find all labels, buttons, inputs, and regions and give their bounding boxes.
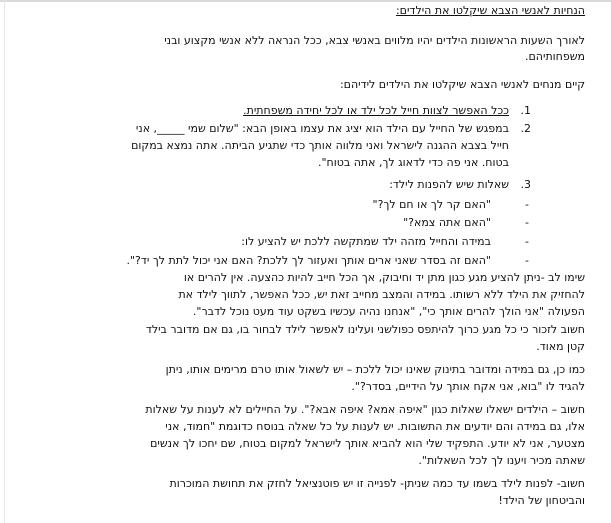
body-line-8: חשוב – הילדים ישאלו שאלות כגון "איפה אמא? איפה אבא?". על החיילים לא לענות על שאלות [145,403,585,416]
subheading: קיים מנחים לאנשי הצבא שיקלטו את הילדים לידיהם: [339,78,585,91]
item-number-2: 2. [520,122,531,135]
body-line-5: קטן מאוד. [536,340,585,353]
item-1-line-1 [36,104,509,118]
question-4: "האם זה בסדר שאני ארים אותך ואעזור לך ללכת? האם אני יכול לתת לך יד?". [126,254,491,267]
bullet-dash: - [525,254,529,267]
item-number-3: 3. [520,178,531,191]
body-line-2: להחזיק את הילד ללא רשותו. במידה והמצב מחייב זאת יש, ככל האפשר, לתווך לילד את [178,288,585,301]
question-3: במידה והחייל מזהה ילד שמתקשה ללכת יש להציע לו: [241,235,491,248]
body-line-4: חשוב לזכור כי כל מגע כרוך להיתפס כפולשני ועלינו לאפשר לילד לבחור בו, גם אם מדובר בילד [145,323,585,336]
body-line-9: אלו, גם במידה והם יודעים את התשובות. יש לענות על כל שאלה בנוסח כדוגמת "חמוד, אני [165,420,585,433]
body-line-6: כמו כן, גם במידה ומדובר בתינוק שאינו יכול ללכת – יש לשאול אותו טרם מרימים אותו, ניתן [165,363,585,376]
body-line-10: מצטער, אני לא יודע. התפקיד שלי הוא להביא אותך לישראל למקום בטוח, שם יחכו לך אנשים [150,437,585,450]
bullet-dash: - [525,216,529,229]
bullet-dash: - [525,198,529,211]
bullet-dash: - [525,235,529,248]
body-line-13: והביטחון של הילד! [498,494,585,507]
body-line-7: להגיד לו "בוא, אני אקח אותך על הידיים, בסדר?". [351,380,585,393]
item-2-line-3: בטוח. אני פה כדי לדאוג לך, אתה בטוח". [317,156,509,169]
question-2: "האם אתה צמא?" [403,216,491,229]
item-1-text: ככל האפשר לצוות חייל לכל ילד או לכל יחידה משפחתית. [243,104,509,117]
intro-line-2: משפחותיהם. [525,50,585,63]
item-number-1: 1. [520,104,531,117]
body-line-12: חשוב- לפנות לילד בשמו עד כמה שניתן- לפנייה זו יש פוטנציאל לחזק את תחושת המוכרות [169,477,585,490]
item-3-line-1: שאלות שיש להפנות לילד: [389,178,509,191]
body-line-11: שאתה מכיר ויענו לך לכל השאלות". [418,454,585,467]
document-title: הנחיות לאנשי הצבא שיקלטו את הילדים: [395,4,585,17]
question-1: "האם קר לך או חם לך?" [372,198,491,211]
item-2-line-1: במפגש של החייל עם הילד הוא יציג את עצמו באופן הבא: "שלום שמי _____, אני [135,122,509,135]
page-top-border [0,0,611,2]
item-2-line-2: חייל בצבא ההגנה לישראל ואני מלווה אותך כדי שתגיע הביתה. אתה נמצא במקום [131,139,509,152]
body-line-1: שימו לב -ניתן להציע מגע כגון מתן יד וחיבוק, אך הכל חייב להיות כהצעה. אין להרים או [183,271,585,284]
intro-line-1: לאורך השעות הראשונות הילדים יהיו מלווים באנשי צבא, ככל הנראה ללא אנשי מקצוע ובני [164,34,585,47]
page-left-border [4,0,5,523]
body-line-3: הפעולה "אני הולך להרים אותך כי", "אנחנו נהיה עכשיו בשקט עוד מעט נוכל לדבר". [192,305,585,318]
